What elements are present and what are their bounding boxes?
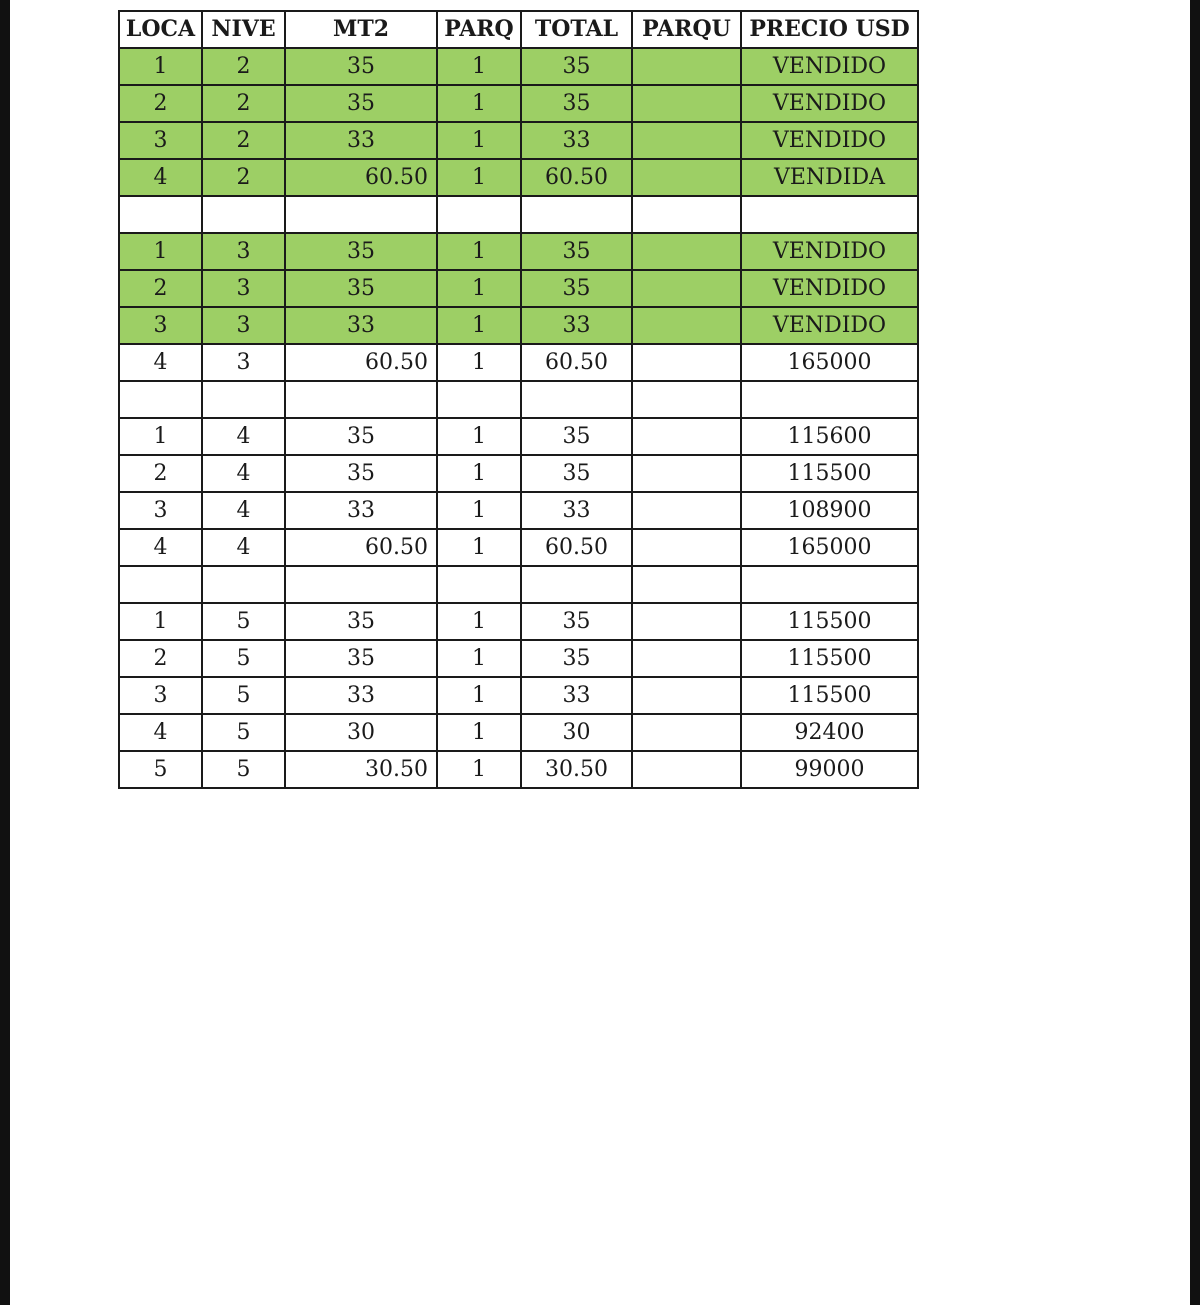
cell-parqu <box>632 48 741 85</box>
header-parqu: PARQU <box>632 11 741 48</box>
cell-total: 35 <box>521 85 632 122</box>
cell-parqu <box>632 455 741 492</box>
cell-mt2: 60.50 <box>285 344 437 381</box>
cell-precio-usd: VENDIDO <box>741 48 918 85</box>
empty-cell <box>741 196 918 233</box>
cell-local: 1 <box>119 233 202 270</box>
cell-total: 60.50 <box>521 159 632 196</box>
cell-nivel: 4 <box>202 492 285 529</box>
cell-parq: 1 <box>437 270 521 307</box>
cell-mt2: 35 <box>285 455 437 492</box>
empty-cell <box>521 381 632 418</box>
unit-row <box>119 529 918 566</box>
cell-parq: 1 <box>437 677 521 714</box>
header-nivel: NIVE <box>202 11 285 48</box>
cell-local: 3 <box>119 122 202 159</box>
cell-nivel: 2 <box>202 159 285 196</box>
cell-mt2: 30 <box>285 714 437 751</box>
cell-parqu <box>632 714 741 751</box>
empty-cell <box>119 381 202 418</box>
cell-parq: 1 <box>437 714 521 751</box>
cell-parq: 1 <box>437 233 521 270</box>
header-local: LOCA <box>119 11 202 48</box>
cell-parqu <box>632 233 741 270</box>
cell-parqu <box>632 307 741 344</box>
cell-mt2: 33 <box>285 677 437 714</box>
cell-local: 2 <box>119 455 202 492</box>
sold-unit-row <box>119 159 918 196</box>
unit-row <box>119 751 918 788</box>
cell-mt2: 60.50 <box>285 159 437 196</box>
cell-parqu <box>632 159 741 196</box>
header-parq: PARQ <box>437 11 521 48</box>
cell-precio-usd: 115500 <box>741 677 918 714</box>
cell-total: 33 <box>521 122 632 159</box>
cell-local: 5 <box>119 751 202 788</box>
cell-local: 2 <box>119 640 202 677</box>
cell-local: 4 <box>119 714 202 751</box>
cell-mt2: 35 <box>285 85 437 122</box>
header-total: TOTAL <box>521 11 632 48</box>
cell-parqu <box>632 418 741 455</box>
cell-parq: 1 <box>437 159 521 196</box>
cell-nivel: 3 <box>202 344 285 381</box>
cell-local: 4 <box>119 529 202 566</box>
cell-mt2: 35 <box>285 233 437 270</box>
cell-total: 60.50 <box>521 529 632 566</box>
header-row <box>119 11 918 48</box>
sold-unit-row <box>119 122 918 159</box>
empty-cell <box>741 566 918 603</box>
cell-precio-usd: 165000 <box>741 344 918 381</box>
cell-parqu <box>632 344 741 381</box>
cell-precio-usd: VENDIDO <box>741 270 918 307</box>
header-mt2: MT2 <box>285 11 437 48</box>
cell-parq: 1 <box>437 418 521 455</box>
document-page <box>10 0 1190 1305</box>
cell-local: 1 <box>119 418 202 455</box>
cell-mt2: 35 <box>285 418 437 455</box>
cell-precio-usd: 165000 <box>741 529 918 566</box>
cell-precio-usd: 115600 <box>741 418 918 455</box>
blank-separator-row <box>119 196 918 233</box>
cell-mt2: 33 <box>285 307 437 344</box>
cell-total: 35 <box>521 270 632 307</box>
cell-nivel: 2 <box>202 122 285 159</box>
cell-precio-usd: 115500 <box>741 640 918 677</box>
empty-cell <box>285 381 437 418</box>
empty-cell <box>632 381 741 418</box>
cell-total: 33 <box>521 307 632 344</box>
cell-parq: 1 <box>437 344 521 381</box>
unit-row <box>119 714 918 751</box>
unit-row <box>119 492 918 529</box>
empty-cell <box>437 566 521 603</box>
empty-cell <box>285 566 437 603</box>
cell-parq: 1 <box>437 751 521 788</box>
cell-parqu <box>632 640 741 677</box>
unit-row <box>119 677 918 714</box>
cell-total: 35 <box>521 455 632 492</box>
cell-mt2: 35 <box>285 603 437 640</box>
cell-parq: 1 <box>437 48 521 85</box>
cell-precio-usd: VENDIDO <box>741 85 918 122</box>
cell-nivel: 5 <box>202 603 285 640</box>
sold-unit-row <box>119 307 918 344</box>
cell-nivel: 5 <box>202 714 285 751</box>
cell-local: 1 <box>119 48 202 85</box>
cell-nivel: 5 <box>202 677 285 714</box>
cell-total: 35 <box>521 48 632 85</box>
cell-parqu <box>632 751 741 788</box>
cell-total: 35 <box>521 233 632 270</box>
cell-mt2: 35 <box>285 270 437 307</box>
unit-row <box>119 640 918 677</box>
cell-nivel: 2 <box>202 85 285 122</box>
cell-local: 2 <box>119 270 202 307</box>
cell-parq: 1 <box>437 85 521 122</box>
table-body <box>119 48 918 788</box>
cell-parqu <box>632 529 741 566</box>
cell-parq: 1 <box>437 529 521 566</box>
cell-total: 60.50 <box>521 344 632 381</box>
empty-cell <box>119 566 202 603</box>
cell-total: 30.50 <box>521 751 632 788</box>
sold-unit-row <box>119 270 918 307</box>
cell-local: 1 <box>119 603 202 640</box>
cell-parqu <box>632 677 741 714</box>
cell-nivel: 3 <box>202 307 285 344</box>
cell-parqu <box>632 603 741 640</box>
empty-cell <box>119 196 202 233</box>
empty-cell <box>521 566 632 603</box>
empty-cell <box>741 381 918 418</box>
cell-mt2: 33 <box>285 492 437 529</box>
empty-cell <box>202 381 285 418</box>
sold-unit-row <box>119 48 918 85</box>
cell-local: 4 <box>119 344 202 381</box>
cell-precio-usd: 115500 <box>741 455 918 492</box>
empty-cell <box>285 196 437 233</box>
sold-unit-row <box>119 233 918 270</box>
unit-row <box>119 418 918 455</box>
cell-precio-usd: VENDIDA <box>741 159 918 196</box>
cell-precio-usd: VENDIDO <box>741 233 918 270</box>
cell-total: 35 <box>521 640 632 677</box>
cell-total: 30 <box>521 714 632 751</box>
cell-local: 4 <box>119 159 202 196</box>
cell-precio-usd: 99000 <box>741 751 918 788</box>
unit-row <box>119 603 918 640</box>
cell-nivel: 2 <box>202 48 285 85</box>
cell-parq: 1 <box>437 122 521 159</box>
cell-precio-usd: VENDIDO <box>741 122 918 159</box>
empty-cell <box>521 196 632 233</box>
cell-parqu <box>632 270 741 307</box>
price-table <box>118 10 919 789</box>
cell-nivel: 4 <box>202 529 285 566</box>
cell-mt2: 60.50 <box>285 529 437 566</box>
cell-parqu <box>632 85 741 122</box>
cell-nivel: 5 <box>202 751 285 788</box>
sold-unit-row <box>119 85 918 122</box>
cell-mt2: 30.50 <box>285 751 437 788</box>
unit-row <box>119 344 918 381</box>
cell-total: 35 <box>521 603 632 640</box>
empty-cell <box>437 381 521 418</box>
header-precio-usd: PRECIO USD <box>741 11 918 48</box>
cell-mt2: 33 <box>285 122 437 159</box>
cell-mt2: 35 <box>285 640 437 677</box>
cell-parqu <box>632 492 741 529</box>
empty-cell <box>437 196 521 233</box>
cell-local: 3 <box>119 492 202 529</box>
cell-parq: 1 <box>437 603 521 640</box>
cell-precio-usd: 115500 <box>741 603 918 640</box>
cell-nivel: 4 <box>202 418 285 455</box>
cell-total: 33 <box>521 677 632 714</box>
cell-nivel: 3 <box>202 270 285 307</box>
blank-separator-row <box>119 381 918 418</box>
cell-parq: 1 <box>437 640 521 677</box>
cell-precio-usd: 108900 <box>741 492 918 529</box>
cell-local: 3 <box>119 307 202 344</box>
cell-nivel: 5 <box>202 640 285 677</box>
cell-precio-usd: VENDIDO <box>741 307 918 344</box>
cell-parq: 1 <box>437 307 521 344</box>
empty-cell <box>632 196 741 233</box>
cell-nivel: 4 <box>202 455 285 492</box>
cell-total: 33 <box>521 492 632 529</box>
cell-local: 3 <box>119 677 202 714</box>
cell-parq: 1 <box>437 492 521 529</box>
cell-parq: 1 <box>437 455 521 492</box>
empty-cell <box>202 566 285 603</box>
cell-mt2: 35 <box>285 48 437 85</box>
unit-row <box>119 455 918 492</box>
cell-nivel: 3 <box>202 233 285 270</box>
cell-parqu <box>632 122 741 159</box>
cell-local: 2 <box>119 85 202 122</box>
blank-separator-row <box>119 566 918 603</box>
empty-cell <box>632 566 741 603</box>
cell-total: 35 <box>521 418 632 455</box>
empty-cell <box>202 196 285 233</box>
cell-precio-usd: 92400 <box>741 714 918 751</box>
